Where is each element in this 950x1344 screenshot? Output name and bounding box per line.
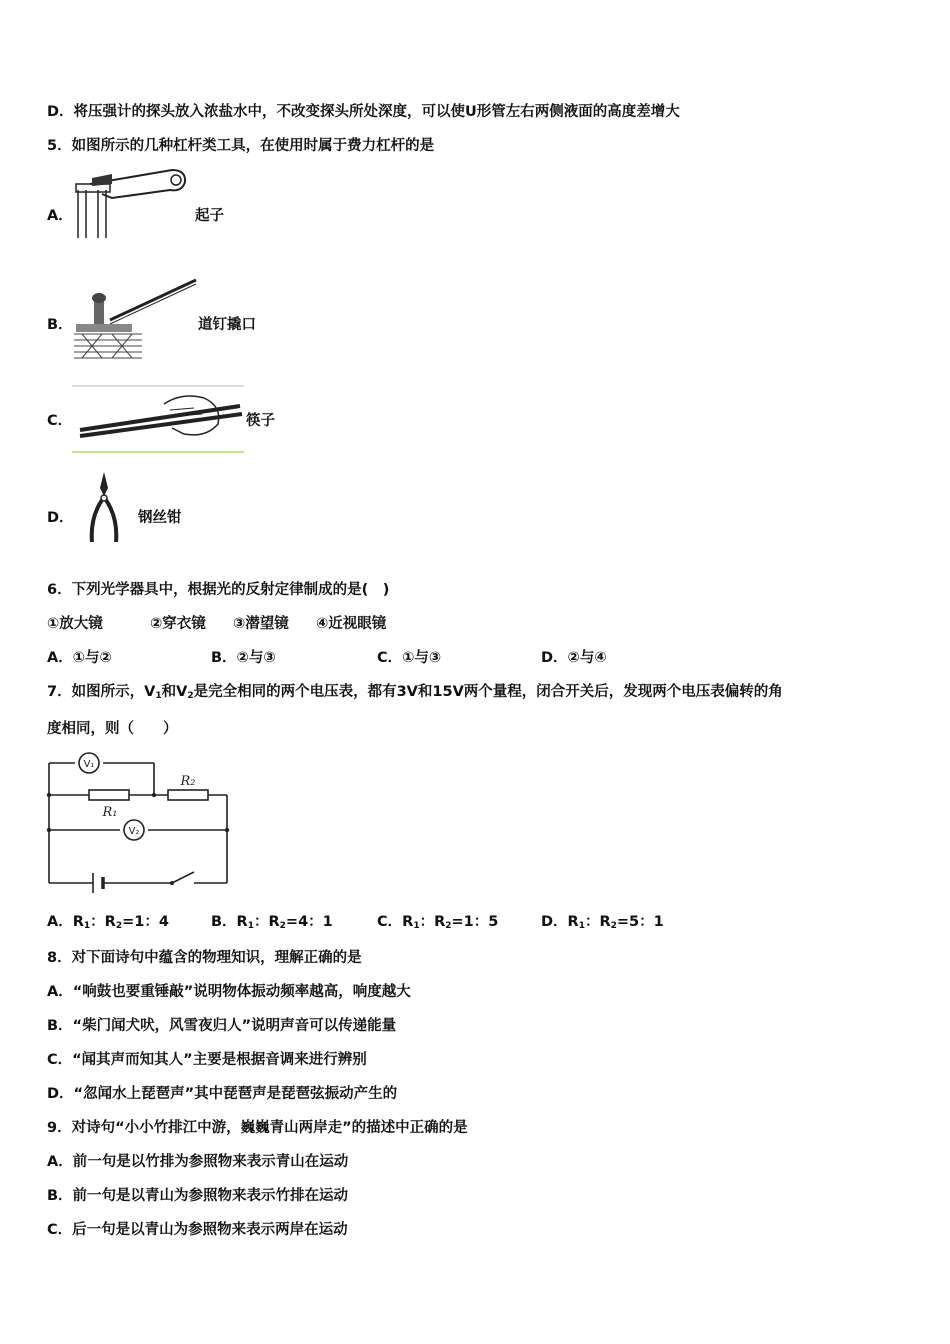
q7-stem-line1: 7．如图所示，$V_1$和$V_2$是完全相同的两个电压表，都有3V和15V两个量程，闭合开关后，发现两个电压表偏转的角: [47, 684, 783, 701]
q6-option-a[interactable]: A．①与②: [47, 650, 112, 666]
q6-item-4: ④近视眼镜: [316, 616, 387, 632]
q5-option-a-label[interactable]: A．: [47, 208, 73, 224]
q6-item-2: ②穿衣镜: [150, 616, 206, 632]
q5-option-b-label[interactable]: B．: [47, 317, 73, 333]
q5-option-d-label[interactable]: D．: [47, 510, 74, 526]
battery-icon: [93, 873, 103, 893]
q9-option-c[interactable]: C．后一句是以青山为参照物来表示两岸在运动: [47, 1222, 348, 1238]
q7-stem-line2: 度相同，则（ ）: [47, 721, 178, 737]
v1-label: V₁: [83, 759, 95, 770]
pliers-icon: [84, 470, 124, 546]
q5-option-c-caption: 筷子: [246, 413, 275, 429]
q7-option-d[interactable]: D．$R_1$：$R_2=5$：1: [541, 914, 664, 931]
circuit-diagram: [44, 748, 234, 888]
r1-label: R₁: [102, 805, 118, 820]
q8-option-a[interactable]: A．“响鼓也要重锤敲”说明物体振动频率越高，响度越大: [47, 984, 411, 1000]
q4-option-d: D．将压强计的探头放入浓盐水中，不改变探头所处深度，可以使U形管左右两侧液面的高度差增大: [47, 104, 680, 120]
q9-option-b[interactable]: B．前一句是以青山为参照物来表示竹排在运动: [47, 1188, 349, 1204]
q6-option-d[interactable]: D．②与④: [541, 650, 607, 666]
q9-option-a[interactable]: A．前一句是以竹排为参照物来表示青山在运动: [47, 1154, 349, 1170]
q5-option-b-caption: 道钉撬口: [198, 317, 256, 333]
q7-option-c[interactable]: C．$R_1$：$R_2=1$：5: [377, 914, 499, 931]
q8-stem: 8．对下面诗句中蕴含的物理知识，理解正确的是: [47, 950, 362, 966]
q7-option-a[interactable]: A．$R_1$：$R_2=1$：4: [47, 914, 169, 931]
q6-option-b[interactable]: B．②与③: [211, 650, 276, 666]
q8-option-d[interactable]: D．“忽闻水上琵琶声”其中琵琶声是琵琶弦振动产生的: [47, 1086, 398, 1102]
v2-label: V₂: [128, 826, 140, 837]
q6-item-3: ③潜望镜: [233, 616, 289, 632]
q5-option-c-label[interactable]: C．: [47, 413, 73, 429]
q6-item-1: ①放大镜: [47, 616, 103, 632]
r2-resistor: [168, 790, 208, 800]
q5-option-a-caption: 起子: [195, 208, 224, 224]
q6-stem: 6．下列光学器具中，根据光的反射定律制成的是( ): [47, 582, 390, 598]
q6-option-c[interactable]: C．①与③: [377, 650, 442, 666]
q8-option-b[interactable]: B．“柴门闻犬吠，风雪夜归人”说明声音可以传递能量: [47, 1018, 397, 1034]
q5-stem: 5．如图所示的几种杠杆类工具，在使用时属于费力杠杆的是: [47, 138, 435, 154]
spike-crowbar-icon: [72, 278, 200, 358]
q9-stem: 9．对诗句“小小竹排江中游，巍巍青山两岸走”的描述中正确的是: [47, 1120, 468, 1136]
r1-resistor: [89, 790, 129, 800]
q5-option-d-caption: 钢丝钳: [138, 510, 182, 526]
chopsticks-icon: [72, 384, 247, 456]
q7-option-b[interactable]: B．$R_1$：$R_2=4$：1: [211, 914, 333, 931]
q8-option-c[interactable]: C．“闻其声而知其人”主要是根据音调来进行辨别: [47, 1052, 367, 1068]
r2-label: R₂: [180, 774, 196, 789]
bottle-opener-icon: [72, 168, 192, 242]
